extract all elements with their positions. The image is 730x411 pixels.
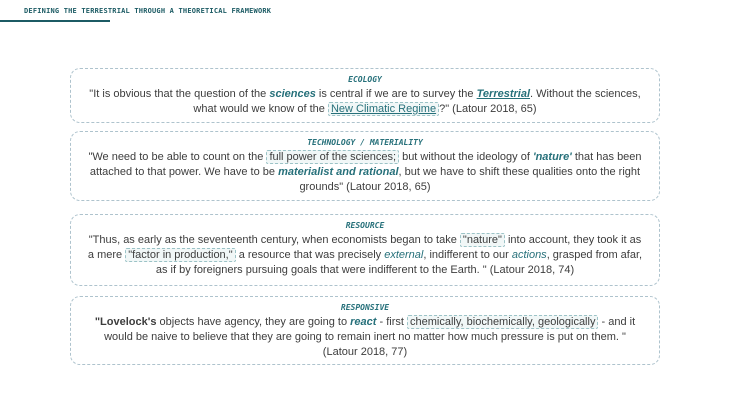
quote-segment: , indifferent to our [423,249,512,261]
quote-box-heading: ECOLOGY [348,75,382,84]
quote-segment: , but we have to shift these qualities onto the right grounds" (Latour 2018, 65) [299,166,641,193]
page-title: DEFINING THE TERRESTRIAL THROUGH A THEORETICAL FRAMEWORK [24,7,272,15]
highlight-box: full power of the sciences; [266,150,399,164]
quote-segment: "Lovelock's [94,316,157,328]
quote-segment: actions [511,249,547,261]
quote-box-heading: RESOURCE [345,221,385,230]
quote-segment: ?" (Latour 2018, 65) [439,103,537,115]
quote-segment: "It is obvious that the question of the [89,88,270,100]
quote-segment: objects have agency, they are going to [156,316,351,328]
quote-segment: react [350,316,377,328]
quote-segment: , grasped from afar, as if by foreigners pursuing goals that were indifferent to the Earth. " (Latour 2018, 74) [155,249,643,276]
quote-text [83,315,647,360]
quote-segment: - and it would be naive to believe that they are going to remain inert no matter how much pressure is put on them. " [104,316,636,343]
quote-segment: that has been attached to that power. We have to be [89,151,642,178]
highlight-box: "factor in production," [125,248,235,262]
quote-segment: "Thus, as early as the seventeenth century, when economists began to take [88,234,460,246]
quote-segment: 'nature' [532,151,572,163]
highlight-box: "nature" [460,233,505,247]
highlight-box: New Climatic Regime [328,102,439,116]
quote-segment: sciences [269,88,316,100]
quote-segment: . Without the sciences, what would we know of the [193,88,641,115]
quote-segment: materialist and rational [278,166,399,178]
quote-segment: a resource that was precisely [235,249,385,261]
highlight-box: chemically, biochemically, geologically [407,315,598,329]
quote-box-responsive [70,296,660,365]
quote-segment: Terrestrial [476,88,531,100]
quote-text [83,87,647,117]
quote-segment: into account, they took it as a mere [87,234,642,261]
quote-box-heading: RESPONSIVE [340,303,390,312]
quote-box-ecology [70,68,660,123]
quote-segment: - first [376,316,407,328]
quote-box-technology-materiality [70,131,660,201]
quote-box-heading: TECHNOLOGY / MATERIALITY [307,138,423,147]
quote-segment: but without the ideology of [399,151,533,163]
quote-text [83,233,647,278]
quote-segment: is central if we are to survey the [315,88,477,100]
quote-segment: (Latour 2018, 77) [322,346,408,358]
quote-segment: "We need to be able to count on the [88,151,267,163]
quote-box-resource [70,214,660,286]
quote-segment: external [384,249,424,261]
quote-text [83,150,647,195]
